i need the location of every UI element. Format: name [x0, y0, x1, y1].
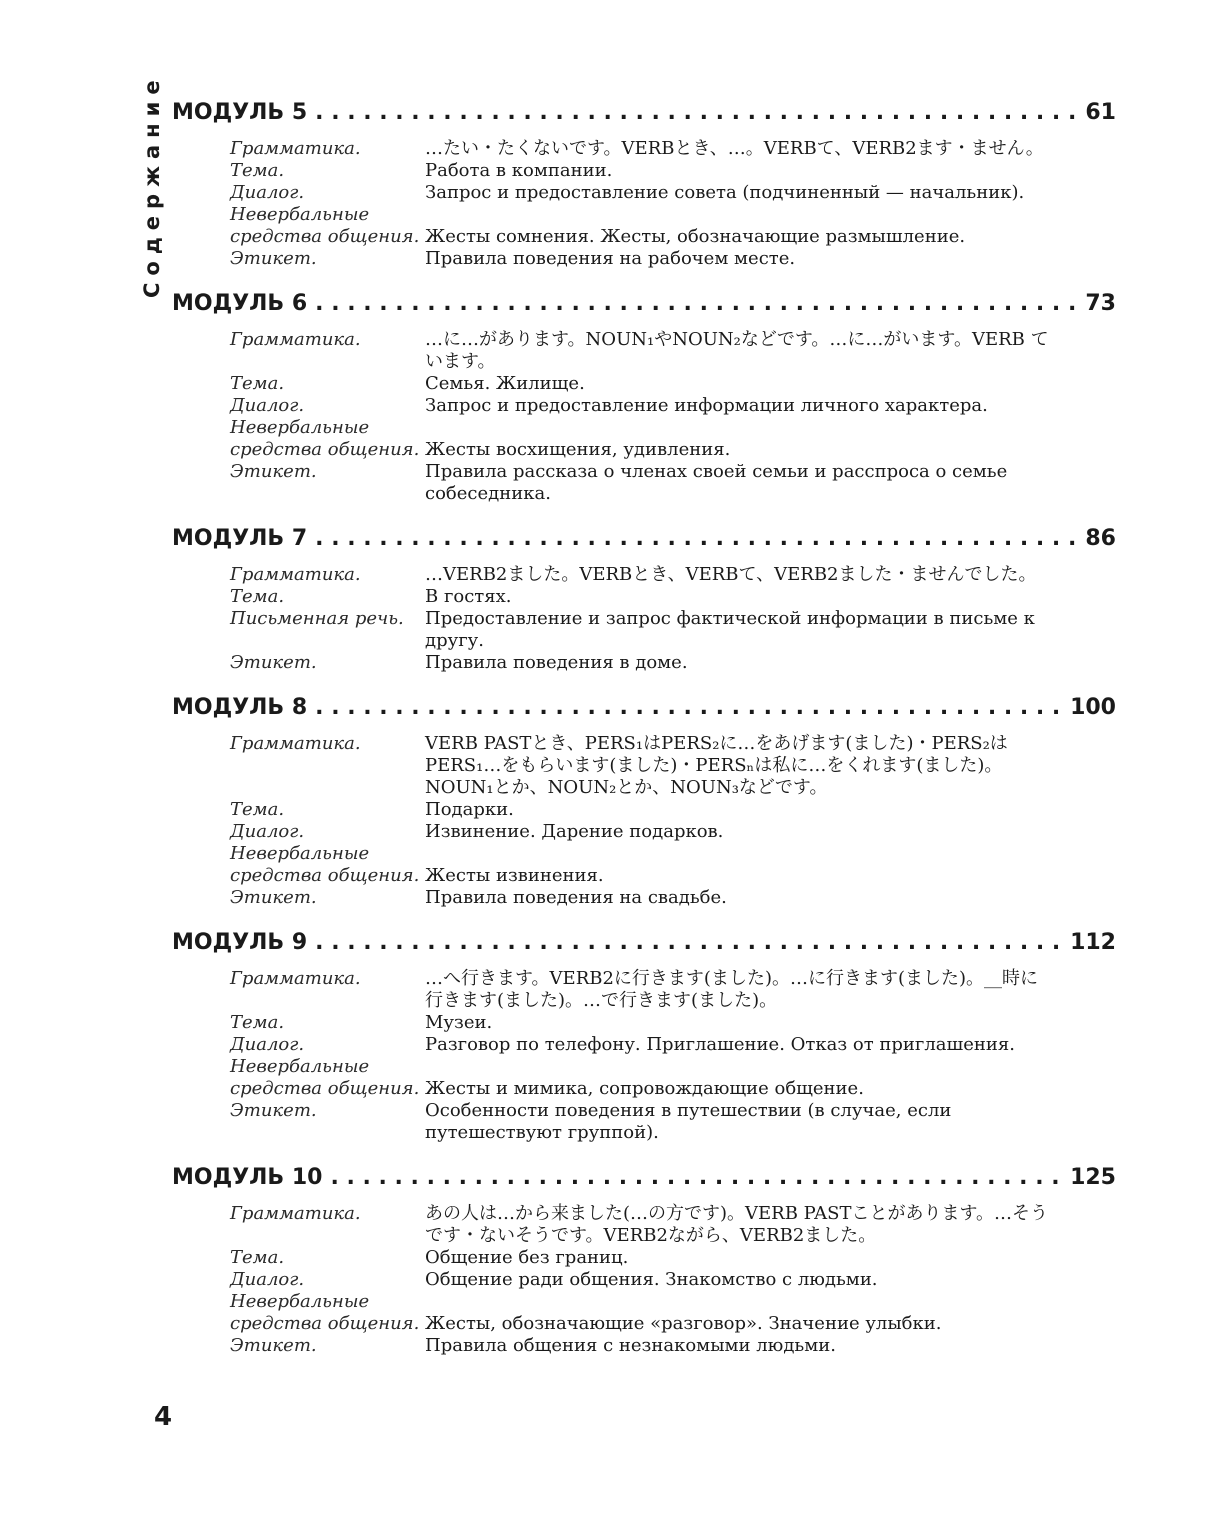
- detail-label: Этикет.: [230, 1100, 317, 1121]
- dot-leader: [315, 291, 1079, 316]
- module-page-number: 100: [1070, 695, 1116, 720]
- detail-label: Тема.: [230, 586, 285, 607]
- detail-label: Этикет.: [230, 887, 317, 908]
- module-title: МОДУЛЬ 5: [172, 100, 308, 125]
- detail-label: Этикет.: [230, 652, 317, 673]
- toc-detail-row: [172, 586, 1116, 608]
- toc-detail-row: [172, 439, 1116, 461]
- detail-label: Этикет.: [230, 1335, 317, 1356]
- detail-value: [425, 204, 1116, 226]
- detail-value: Разговор по телефону. Приглашение. Отказ от приглашения.: [425, 1034, 1015, 1055]
- detail-label: Невербальные: [230, 417, 370, 438]
- toc-module: [172, 695, 1116, 909]
- toc-detail-row: [172, 160, 1116, 182]
- toc-detail-row: [172, 652, 1116, 674]
- detail-label: средства общения.: [230, 1078, 420, 1099]
- toc-entry-heading[interactable]: [172, 1165, 1116, 1203]
- toc-detail-row: [172, 1291, 1116, 1313]
- toc-detail-row: [172, 799, 1116, 821]
- detail-value: Особенности поведения в путешествии (в случае, если путешествуют группой).: [425, 1100, 952, 1143]
- detail-value: Семья. Жилище.: [425, 373, 585, 394]
- detail-label: Тема.: [230, 799, 285, 820]
- detail-value: Жесты и мимика, сопровождающие общение.: [425, 1078, 864, 1099]
- toc-detail-row: [172, 204, 1116, 226]
- detail-value: [425, 1056, 1116, 1078]
- detail-value: …VERB2ました。VERBとき、VERBて、VERB2ました・ませんでした。: [425, 564, 1037, 585]
- detail-value: Запрос и предоставление информации личного характера.: [425, 395, 988, 416]
- detail-value: Правила рассказа о членах своей семьи и расспроса о семье собеседника.: [425, 461, 1008, 504]
- detail-label: средства общения.: [230, 439, 420, 460]
- toc-entry-heading[interactable]: [172, 100, 1116, 138]
- detail-value: Жесты, обозначающие «разговор». Значение улыбки.: [425, 1313, 942, 1334]
- detail-value: Запрос и предоставление совета (подчиненный — начальник).: [425, 182, 1025, 203]
- module-title: МОДУЛЬ 10: [172, 1165, 323, 1190]
- detail-label: Диалог.: [230, 182, 305, 203]
- toc-detail-row: [172, 821, 1116, 843]
- dot-leader: [315, 100, 1079, 125]
- detail-label: Тема.: [230, 1247, 285, 1268]
- toc-entry-heading[interactable]: [172, 695, 1116, 733]
- toc-detail-row: [172, 968, 1116, 1012]
- module-title: МОДУЛЬ 9: [172, 930, 308, 955]
- detail-label: Диалог.: [230, 395, 305, 416]
- toc-detail-row: [172, 1056, 1116, 1078]
- toc-detail-row: [172, 608, 1116, 652]
- table-of-contents: [172, 100, 1116, 1378]
- toc-detail-row: [172, 248, 1116, 270]
- detail-label: Грамматика.: [230, 138, 361, 159]
- toc-detail-row: [172, 843, 1116, 865]
- detail-label: Невербальные: [230, 843, 370, 864]
- detail-label: Грамматика.: [230, 733, 361, 754]
- toc-detail-row: [172, 865, 1116, 887]
- detail-value: Правила поведения на свадьбе.: [425, 887, 727, 908]
- detail-value: Жесты восхищения, удивления.: [425, 439, 731, 460]
- module-page-number: 112: [1070, 930, 1116, 955]
- detail-value: [425, 843, 1116, 865]
- detail-value: …へ行きます。VERB2に行きます(ました)。…に行きます(ました)。__時に行きます(ました)。…で行きます(ました)。: [425, 968, 1039, 1011]
- module-title: МОДУЛЬ 7: [172, 526, 308, 551]
- detail-label: средства общения.: [230, 226, 420, 247]
- detail-value: Правила общения с незнакомыми людьми.: [425, 1335, 836, 1356]
- detail-value: Правила поведения на рабочем месте.: [425, 248, 796, 269]
- detail-label: средства общения.: [230, 865, 420, 886]
- page-number: 4: [154, 1402, 173, 1432]
- detail-label: Грамматика.: [230, 564, 361, 585]
- detail-label: Этикет.: [230, 248, 317, 269]
- module-page-number: 73: [1085, 291, 1116, 316]
- detail-value: Жесты сомнения. Жесты, обозначающие размышление.: [425, 226, 966, 247]
- detail-label: Этикет.: [230, 461, 317, 482]
- toc-entry-heading[interactable]: [172, 930, 1116, 968]
- toc-detail-row: [172, 1335, 1116, 1357]
- toc-module: [172, 291, 1116, 505]
- toc-entry-heading[interactable]: [172, 526, 1116, 564]
- detail-label: Тема.: [230, 160, 285, 181]
- toc-detail-row: [172, 564, 1116, 586]
- detail-value: Общение без границ.: [425, 1247, 629, 1268]
- detail-value: …に…があります。NOUN₁やNOUN₂などです。…に…がいます。VERB ています。: [425, 329, 1049, 372]
- detail-label: Диалог.: [230, 1269, 305, 1290]
- module-title: МОДУЛЬ 6: [172, 291, 308, 316]
- toc-module: [172, 100, 1116, 270]
- detail-label: Невербальные: [230, 1291, 370, 1312]
- toc-detail-row: [172, 1078, 1116, 1100]
- detail-label: Грамматика.: [230, 1203, 361, 1224]
- detail-value: …たい・たくないです。VERBとき、…。VERBて、VERB2ます・ません。: [425, 138, 1044, 159]
- detail-value: Извинение. Дарение подарков.: [425, 821, 724, 842]
- toc-detail-row: [172, 226, 1116, 248]
- module-page-number: 61: [1085, 100, 1116, 125]
- detail-value: Подарки.: [425, 799, 514, 820]
- detail-value: Общение ради общения. Знакомство с людьми.: [425, 1269, 878, 1290]
- module-page-number: 86: [1085, 526, 1116, 551]
- module-title: МОДУЛЬ 8: [172, 695, 308, 720]
- dot-leader: [315, 695, 1064, 720]
- detail-value: Предоставление и запрос фактической информации в письме к другу.: [425, 608, 1035, 651]
- dot-leader: [315, 526, 1079, 551]
- toc-detail-row: [172, 182, 1116, 204]
- toc-detail-row: [172, 329, 1116, 373]
- detail-value: Правила поведения в доме.: [425, 652, 688, 673]
- toc-detail-row: [172, 1203, 1116, 1247]
- toc-detail-row: [172, 887, 1116, 909]
- module-page-number: 125: [1070, 1165, 1116, 1190]
- detail-label: Невербальные: [230, 204, 370, 225]
- detail-value: VERB PASTとき、PERS₁はPERS₂に…をあげます(ました)・PERS₂は PERS₁…をもらいます(ました)・PERSₙは私に…をくれます(ました)。NOUN₁とか、NOUN₂とか、NOUN₃などです。: [425, 733, 1008, 798]
- toc-detail-row: [172, 373, 1116, 395]
- toc-detail-row: [172, 1269, 1116, 1291]
- toc-detail-row: [172, 395, 1116, 417]
- section-side-label-text: Содержание: [140, 73, 164, 298]
- dot-leader: [330, 1165, 1064, 1190]
- toc-detail-row: [172, 461, 1116, 505]
- toc-detail-row: [172, 1313, 1116, 1335]
- toc-entry-heading[interactable]: [172, 291, 1116, 329]
- toc-detail-row: [172, 138, 1116, 160]
- toc-detail-row: [172, 1100, 1116, 1144]
- detail-label: Грамматика.: [230, 968, 361, 989]
- detail-value: Работа в компании.: [425, 160, 613, 181]
- detail-label: Диалог.: [230, 821, 305, 842]
- detail-label: Невербальные: [230, 1056, 370, 1077]
- detail-label: Тема.: [230, 373, 285, 394]
- toc-detail-row: [172, 417, 1116, 439]
- detail-value: В гостях.: [425, 586, 512, 607]
- detail-value: Жесты извинения.: [425, 865, 604, 886]
- detail-value: [425, 417, 1116, 439]
- detail-label: средства общения.: [230, 1313, 420, 1334]
- detail-value: [425, 1291, 1116, 1313]
- toc-detail-row: [172, 1034, 1116, 1056]
- dot-leader: [315, 930, 1064, 955]
- detail-value: Музеи.: [425, 1012, 493, 1033]
- detail-label: Письменная речь.: [230, 608, 404, 629]
- section-side-label: [102, 73, 164, 302]
- toc-module: [172, 930, 1116, 1144]
- detail-label: Грамматика.: [230, 329, 361, 350]
- toc-detail-row: [172, 733, 1116, 799]
- detail-label: Диалог.: [230, 1034, 305, 1055]
- toc-module: [172, 526, 1116, 674]
- detail-value: あの人は…から来ました(…の方です)。VERB PASTことがあります。…そうです・ないそうです。VERB2ながら、VERB2ました。: [425, 1203, 1049, 1246]
- detail-label: Тема.: [230, 1012, 285, 1033]
- toc-detail-row: [172, 1012, 1116, 1034]
- toc-detail-row: [172, 1247, 1116, 1269]
- toc-module: [172, 1165, 1116, 1357]
